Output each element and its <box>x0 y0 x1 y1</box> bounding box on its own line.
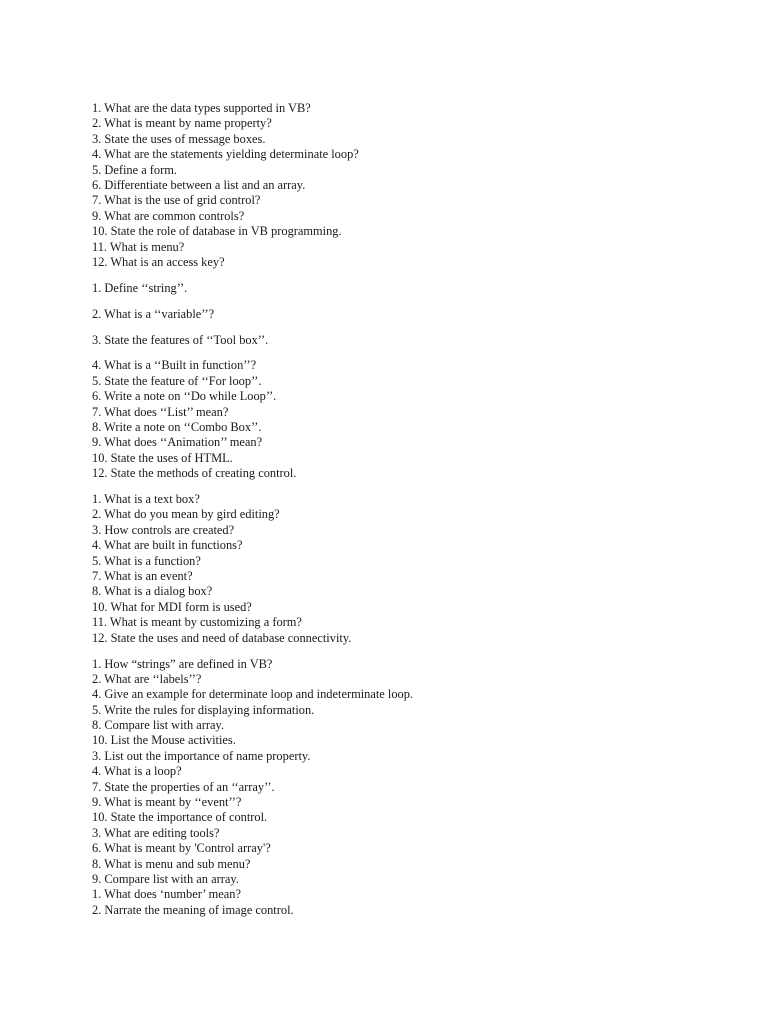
question-line: 8. Compare list with array. <box>92 718 225 733</box>
question-line: 9. What is meant by ‘‘event’’? <box>92 795 242 810</box>
question-group-4 <box>92 333 732 348</box>
question-line: 2. What is a ‘‘variable’’? <box>92 306 215 321</box>
question-line: 3. State the features of ‘‘Tool box’’. <box>92 332 269 347</box>
question-line: 1. What are the data types supported in VB? <box>92 101 311 115</box>
question-line: 2. Narrate the meaning of image control. <box>92 902 294 917</box>
question-line: 1. How “strings” are defined in VB? <box>92 656 273 671</box>
question-line: 1. What is a text box? <box>92 492 200 507</box>
question-line: 5. Write the rules for displaying information. <box>92 702 315 717</box>
question-line: 5. What is a function? <box>92 553 201 568</box>
question-line: 11. What is meant by customizing a form? <box>92 615 302 630</box>
question-line: 7. State the properties of an ‘‘array’’. <box>92 779 275 794</box>
question-line: 7. What is an event? <box>92 569 193 584</box>
question-line: 3. List out the importance of name property. <box>92 748 311 763</box>
question-line: 7. What does ‘‘List’’ mean? <box>92 404 229 419</box>
question-line: 4. What is a ‘‘Built in function’’? <box>92 358 257 373</box>
question-line: 6. What is meant by 'Control array'? <box>92 841 271 856</box>
question-line: 8. Write a note on ‘‘Combo Box’’. <box>92 420 262 435</box>
question-line: 3. How controls are created? <box>92 522 235 537</box>
question-line: 8. What is a dialog box? <box>92 584 213 599</box>
question-group-1 <box>92 101 732 270</box>
question-line: 4. What are the statements yielding determinate loop? <box>92 147 359 162</box>
question-line: 4. What are built in functions? <box>92 538 243 553</box>
question-line: 6. Differentiate between a list and an array. <box>92 177 306 192</box>
question-line: 9. What does ‘‘Animation’’ mean? <box>92 435 263 450</box>
question-line: 10. State the role of database in VB programming. <box>92 224 342 239</box>
question-line: 6. Write a note on ‘‘Do while Loop’’. <box>92 389 277 404</box>
question-line: 11. What is menu? <box>92 239 185 254</box>
question-group-3 <box>92 307 732 322</box>
question-line: 10. What for MDI form is used? <box>92 599 252 614</box>
question-line: 12. State the uses and need of database connectivity. <box>92 630 352 645</box>
question-line: 7. What is the use of grid control? <box>92 193 261 208</box>
question-line: 8. What is menu and sub menu? <box>92 856 251 871</box>
question-line: 9. Compare list with an array. <box>92 871 239 886</box>
question-line: 4. Give an example for determinate loop and indeterminate loop. <box>92 687 414 702</box>
question-line: 5. Define a form. <box>92 162 177 177</box>
question-group-2 <box>92 281 732 296</box>
question-group-5 <box>92 358 732 481</box>
question-line: 3. What are editing tools? <box>92 825 220 840</box>
question-line: 10. List the Mouse activities. <box>92 733 236 748</box>
question-line: 5. State the feature of ‘‘For loop’’. <box>92 373 262 388</box>
question-line: 2. What is meant by name property? <box>92 116 272 131</box>
question-line: 12. State the methods of creating control. <box>92 466 297 481</box>
question-line: 12. What is an access key? <box>92 254 225 269</box>
question-group-7 <box>92 657 732 919</box>
question-group-6 <box>92 492 732 646</box>
question-line: 3. State the uses of message boxes. <box>92 131 266 146</box>
question-line: 4. What is a loop? <box>92 764 182 779</box>
question-document <box>92 101 732 918</box>
question-line: 1. Define ‘‘string’’. <box>92 280 188 295</box>
question-line: 9. What are common controls? <box>92 208 245 223</box>
question-line: 1. What does ‘number’ mean? <box>92 887 241 902</box>
question-line: 10. State the importance of control. <box>92 810 268 825</box>
question-line: 2. What do you mean by gird editing? <box>92 507 280 522</box>
question-line: 2. What are ‘‘labels’’? <box>92 671 202 686</box>
question-line: 10. State the uses of HTML. <box>92 450 233 465</box>
